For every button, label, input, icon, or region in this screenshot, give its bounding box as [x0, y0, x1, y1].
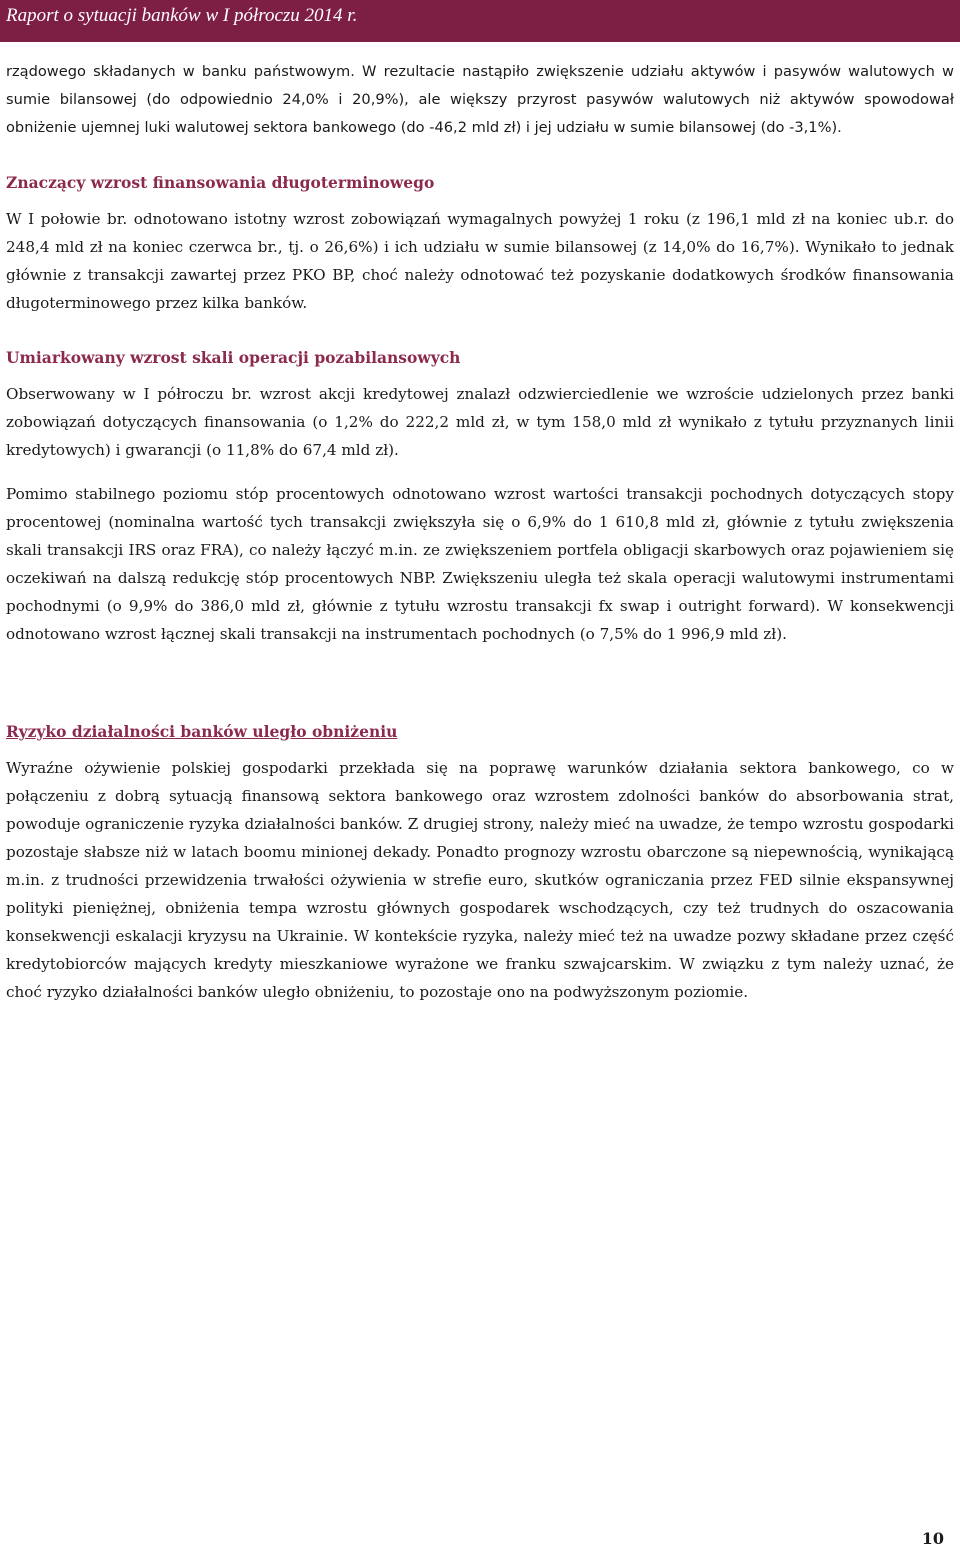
paragraph-currency-gap: rządowego składanych w banku państwowym. W rezultacie nastąpiło zwiększenie udziału aktywów i pasywów walutowych w sumie bilansowej (do odpowiednio 24,0% i 20,9%), ale większy przyrost pasywów walutowych niż aktywów spowodował obniżenie ujemnej luki walutowej sektora bankowego (do -46,2 mld zł) i jej udziału w sumie bilansowej (do -3,1%). [6, 63, 954, 136]
paragraph-bank-risk: Wyraźne ożywienie polskiej gospodarki przekłada się na poprawę warunków działania sektora bankowego, co w połączeniu z dobrą sytuacją finansową sektora bankowego oraz wzrostem zdolności banków do absorbowania strat, powoduje ograniczenie ryzyka działalności banków. Z drugiej strony, należy mieć na uwadze, że tempo wzrostu gospodarki pozostaje słabsze niż w latach boomu minionej dekady. Ponadto prognozy wzrostu obarczone są niepewnością, wynikającą m.in. z trudności przewidzenia trwałości ożywienia w strefie euro, skutków ograniczania przez FED silnie ekspansywnej polityki pieniężnej, obniżenia tempa wzrostu głównych gospodarek wschodzących, czy też trudnych do oszacowania konsekwencji eskalacji kryzysu na Ukrainie. W kontekście ryzyka, należy mieć też na uwadze pozwy składane przez część kredytobiorców mających kredyty mieszkaniowe wyrażone we franku szwajcarskim. W związku z tym należy uznać, że choć ryzyko działalności banków uległo obniżeniu, to pozostaje ono na podwyższonym poziomie. [6, 759, 954, 1001]
paragraph-derivatives: Pomimo stabilnego poziomu stóp procentowych odnotowano wzrost wartości transakcji pochodnych dotyczących stopy procentowej (nominalna wartość tych transakcji zwiększyła się o 6,9% do 1 610,8 mld zł, głównie z tytułu zwiększenia skali transakcji IRS oraz FRA), co należy łączyć m.in. ze zwiększeniem portfela obligacji skarbowych oraz pojawieniem się oczekiwań na dalszą redukcję stóp procentowych NBP. Zwiększeniu uległa też skala operacji walutowymi instrumentami pochodnymi (o 9,9% do 386,0 mld zł, głównie z tytułu wzrostu transakcji fx swap i outright forward). W konsekwencji odnotowano wzrost łącznej skali transakcji na instrumentach pochodnych (o 7,5% do 1 996,9 mld zł). [6, 485, 954, 643]
header-bar [0, 0, 960, 42]
paragraph-long-term-financing: W I połowie br. odnotowano istotny wzrost zobowiązań wymagalnych powyżej 1 roku (z 196,1 mld zł na koniec ub.r. do 248,4 mld zł na koniec czerwca br., tj. o 26,6%) i ich udziału w sumie bilansowej (z 14,0% do 16,7%). Wynikało to jednak głównie z transakcji zawartej przez PKO BP, choć należy odnotować też pozyskanie dodatkowych środków finansowania długoterminowego przez kilka banków. [6, 210, 954, 312]
heading-long-term-financing: Znaczący wzrost finansowania długoterminowego [6, 173, 435, 192]
heading-bank-risk: Ryzyko działalności banków uległo obniżeniu [6, 722, 398, 741]
page-number: 10 [921, 1529, 944, 1548]
heading-off-balance-operations: Umiarkowany wzrost skali operacji pozabilansowych [6, 348, 461, 367]
document-body [6, 58, 954, 1006]
paragraph-off-balance-operations: Obserwowany w I półroczu br. wzrost akcji kredytowej znalazł odzwierciedlenie we wzroście udzielonych przez banki zobowiązań dotyczących finansowania (o 1,2% do 222,2 mld zł, w tym 158,0 mld zł wynikało z tytułu przyznanych linii kredytowych) i gwarancji (o 11,8% do 67,4 mld zł). [6, 385, 954, 459]
header-title: Raport o sytuacji banków w I półroczu 2014 r. [6, 5, 358, 26]
